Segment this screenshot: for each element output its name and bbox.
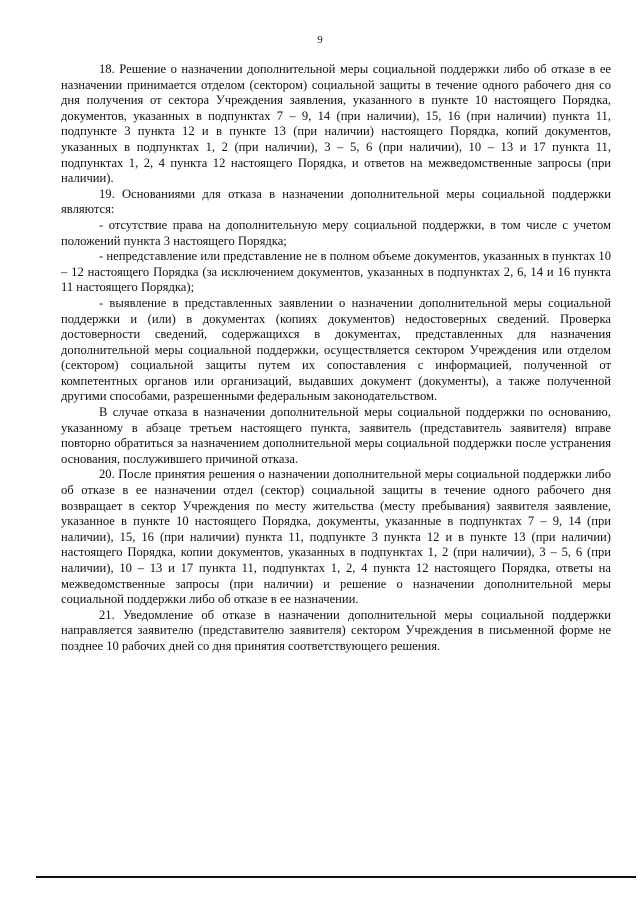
page-number: 9 [317, 34, 323, 46]
document-body [61, 62, 611, 655]
list-item-false-information: - выявление в представленных заявлении о назначении дополнительной меры социальной поддержки и (или) в документах (копиях документов) недостоверных сведений. Проверка достоверности сведений, содержащихся в документах, представленных для назначения дополнительной меры социальной поддержки, осуществляется сектором Учреждения или отделом (сектором) социальной защиты путем их сопоставления с информацией, полученной от компетентных органов или организаций, выдавших документ (документы), а также полученной другими способами, разрешенными федеральным законодательством. [61, 295, 611, 404]
paragraph-21: 21. Уведомление об отказе в назначении дополнительной меры социальной поддержки направляется заявителю (представителю заявителя) сектором Учреждения в письменной форме не позднее 10 рабочих дней со дня принятия соответствующего решения. [61, 607, 611, 653]
paragraph-20: 20. После принятия решения о назначении дополнительной меры социальной поддержки либо об отказе в ее назначении отдел (сектор) социальной защиты в течение одного рабочего дня возвращает в сектор Учреждения по месту жительства (месту пребывания) заявителя заявление, указанное в пункте 10 настоящего Порядка, документы, указанные в подпунктах 7 – 9, 14 (при наличии), 15, 16 (при наличии) пункта 11, подпункте 3 пункта 12 и в пункте 13 (при наличии) настоящего Порядка, копии документов, указанных в подпунктах 1, 2 (при наличии), 3 – 5, 6 (при наличии), 10 – 13 и 17 пункта 11, подпунктах 1, 2, 4 пункта 12 настоящего Порядка, ответы на межведомственные запросы (при наличии) и решение о назначении дополнительной меры социальной поддержки либо об отказе в ее назначении. [61, 467, 611, 607]
paragraph-18: 18. Решение о назначении дополнительной меры социальной поддержки либо об отказе в ее назначении принимается отделом (сектором) социальной защиты в течение одного рабочего дня со дня получения от сектора Учреждения заявления, указанного в пункте 10 настоящего Порядка, документов, указанных в подпунктах 7 – 9, 14 (при наличии), 15, 16 (при наличии) пункта 11, подпункте 3 пункта 12 и в пункте 13 (при наличии) настоящего Порядка, копий документов, указанных в подпунктах 1, 2 (при наличии), 3 – 5, 6 (при наличии), 10 – 13 и 17 пункта 11, подпунктах 1, 2, 4 пункта 12 настоящего Порядка, и ответов на межведомственные запросы (при наличии). [61, 62, 611, 186]
paragraph-19: 19. Основаниями для отказа в назначении дополнительной меры социальной поддержки являются: [61, 186, 611, 217]
list-item-no-right: - отсутствие права на дополнительную меру социальной поддержки, в том числе с учетом положений пункта 3 настоящего Порядка; [61, 217, 611, 248]
footer-rule [36, 876, 636, 878]
paragraph-refusal-reapply: В случае отказа в назначении дополнительной меры социальной поддержки по основанию, указанному в абзаце третьем настоящего пункта, заявитель (представитель заявителя) вправе повторно обратиться за назначением дополнительной меры социальной поддержки после устранения основания, послужившего причиной отказа. [61, 405, 611, 466]
list-item-incomplete-documents: - непредставление или представление не в полном объеме документов, указанных в пунктах 10 – 12 настоящего Порядка (за исключением документов, указанных в подпунктах 2, 6, 14 и 16 пункта 11 настоящего Порядка); [61, 249, 611, 295]
